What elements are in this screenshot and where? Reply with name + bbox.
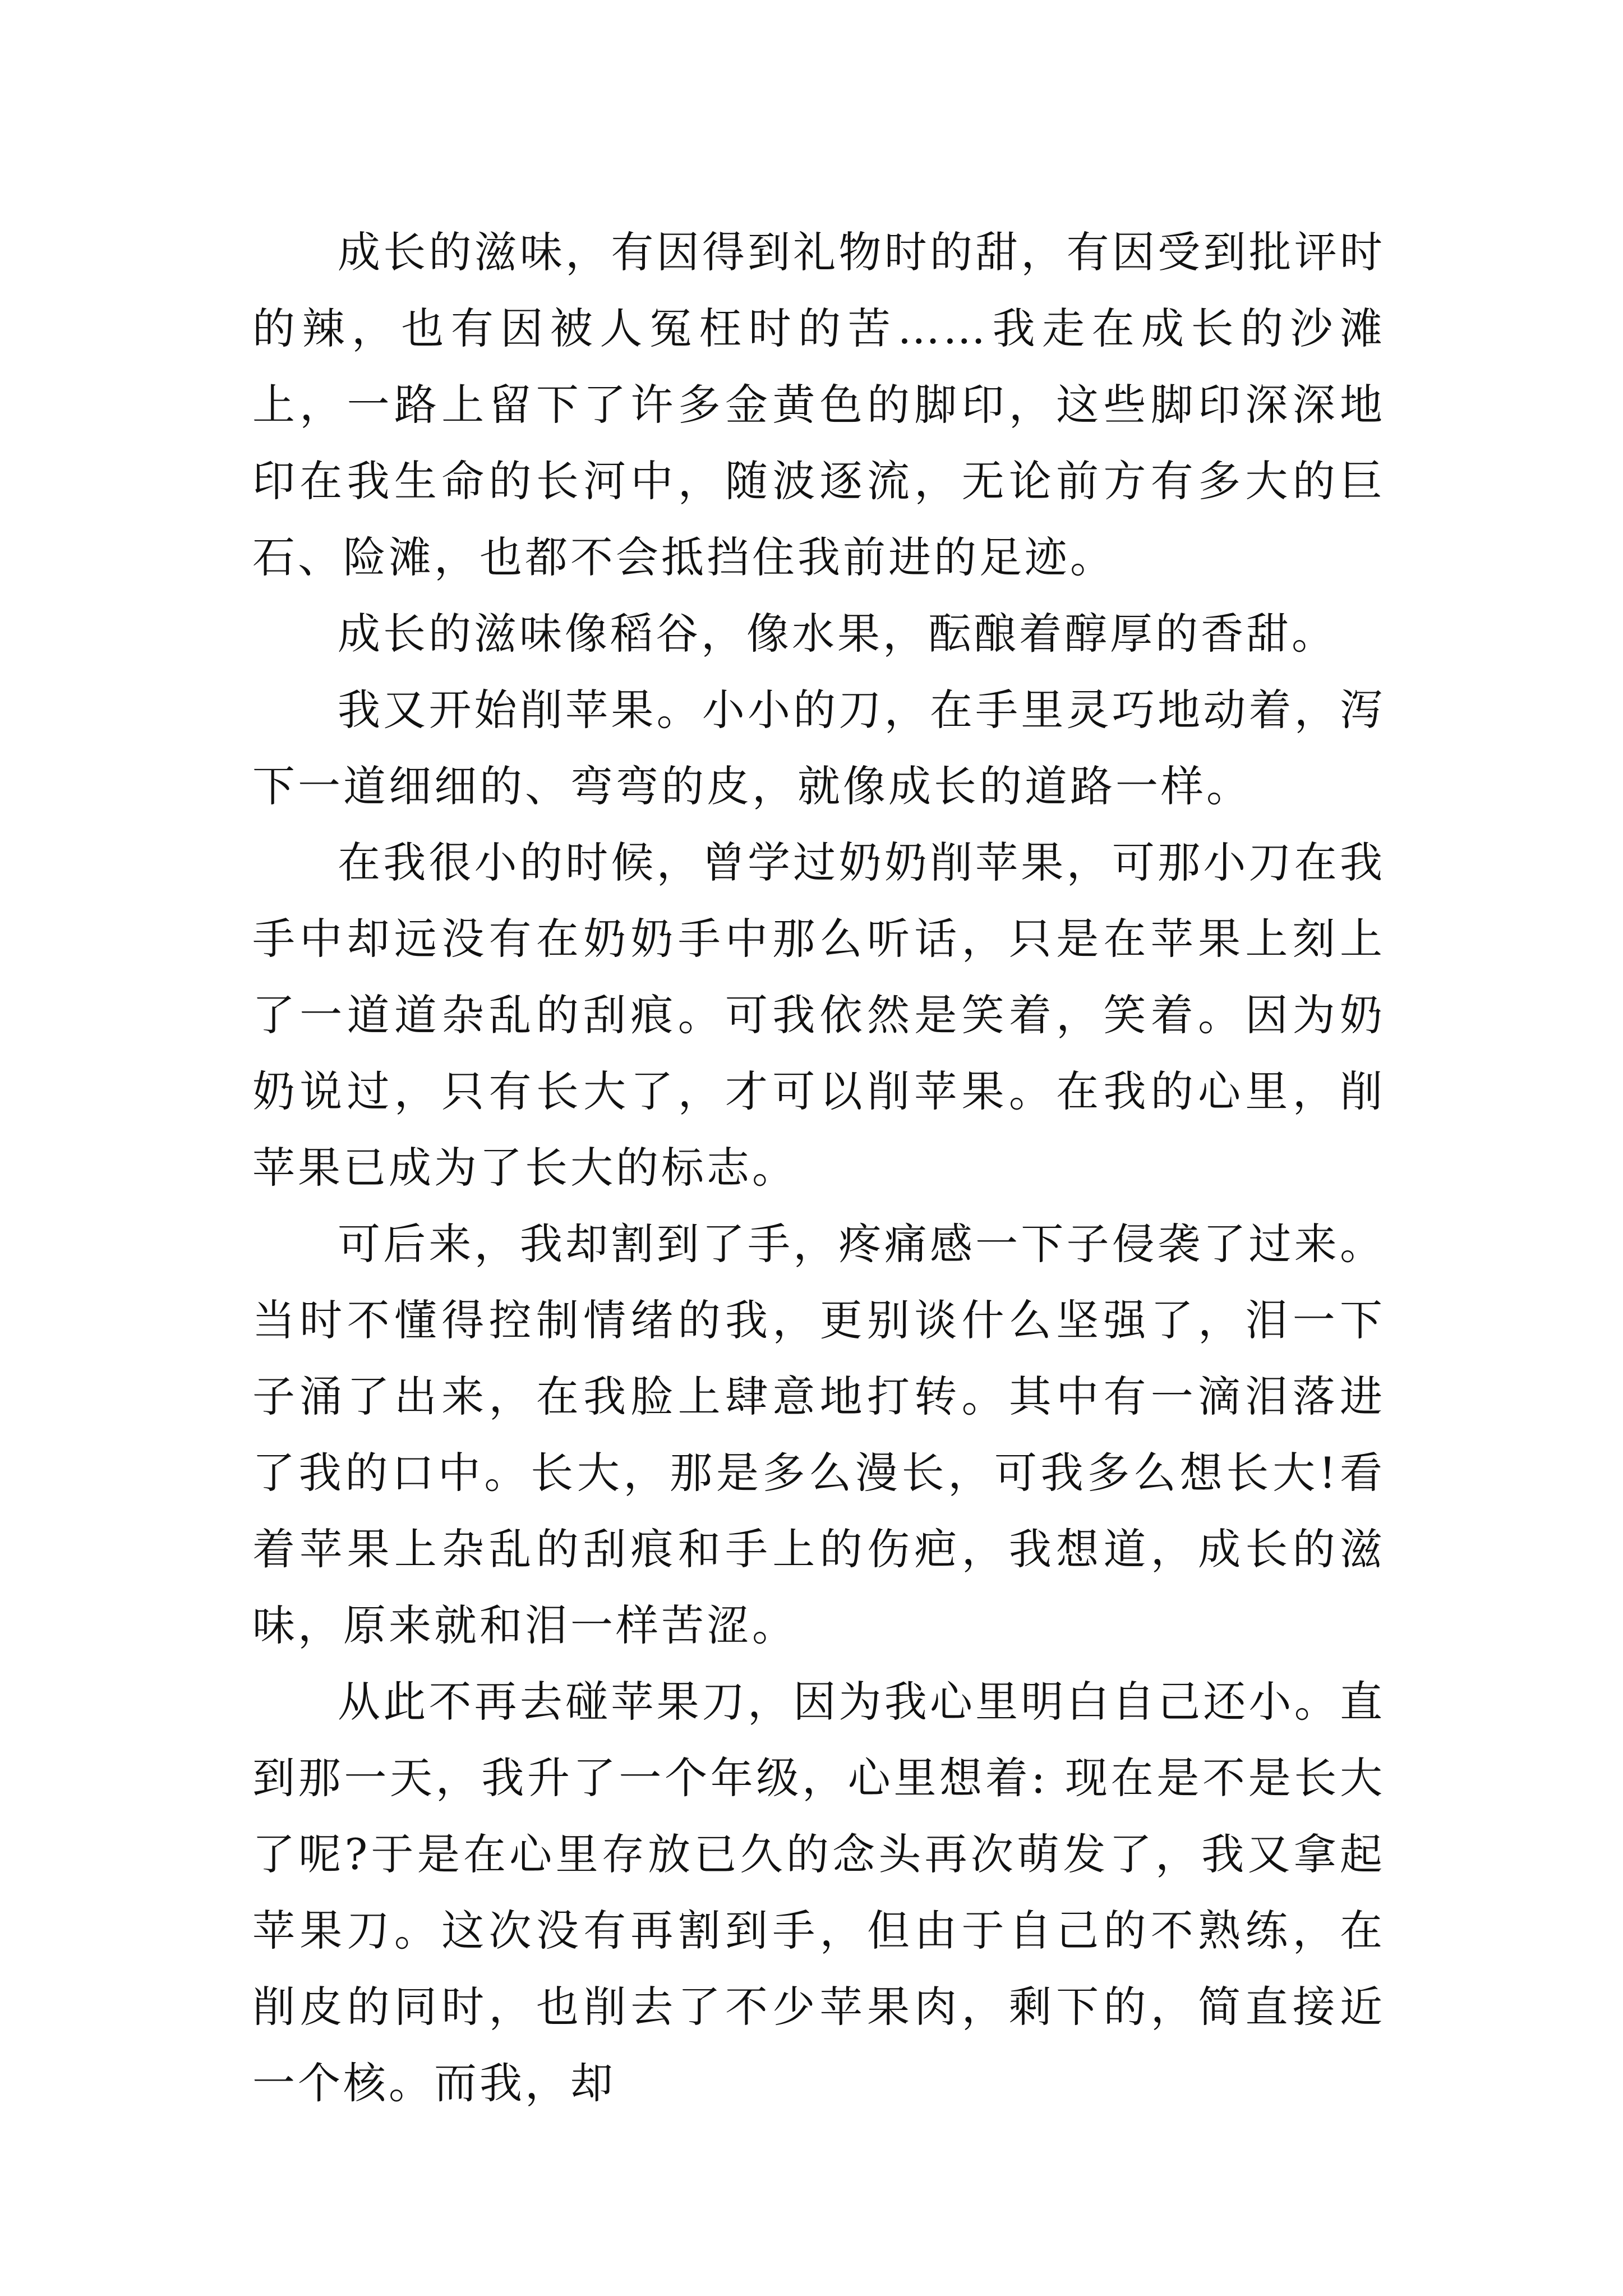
paragraph-3: 我又开始削苹果。小小的刀，在手里灵巧地动着，泻下一道细细的、弯弯的皮，就像成长的道路一样。 bbox=[252, 685, 1385, 811]
paragraph-4: 在我很小的时候，曾学过奶奶削苹果，可那小刀在我手中却远没有在奶奶手中那么听话，只是在苹果上刻上了一道道杂乱的刮痕。可我依然是笑着，笑着。因为奶奶说过，只有长大了，才可以削苹果。在我的心里，削苹果已成为了长大的标志。 bbox=[252, 838, 1385, 1193]
paragraph-5: 可后来，我却割到了手，疼痛感一下子侵袭了过来。当时不懂得控制情绪的我，更别谈什么坚强了，泪一下子涌了出来，在我脸上肆意地打转。其中有一滴泪落进了我的口中。长大，那是多么漫长，可我多么想长大!看着苹果上杂乱的刮痕和手上的伤疤，我想道，成长的滋味，原来就和泪一样苦涩。 bbox=[252, 1219, 1385, 1650]
paragraph-6: 从此不再去碰苹果刀，因为我心里明白自己还小。直到那一天，我升了一个年级，心里想着: 现在是不是长大了呢?于是在心里存放已久的念头再次萌发了，我又拿起苹果刀。这次没有再割到手，但由于自己的不熟练，在削皮的同时，也削去了不少苹果肉，剩下的，简直接近一个核。而我，却 bbox=[252, 1677, 1385, 2108]
paragraph-2: 成长的滋味像稻谷，像水果，酝酿着醇厚的香甜。 bbox=[338, 609, 1337, 659]
document-body bbox=[252, 214, 1385, 2122]
paragraph-1: 成长的滋味，有因得到礼物时的甜，有因受到批评时的辣，也有因被人冤枉时的苦……我走在成长的沙滩上，一路上留下了许多金黄色的脚印，这些脚印深深地印在我生命的长河中，随波逐流，无论前方有多大的巨石、险滩，也都不会抵挡住我前进的足迹。 bbox=[252, 227, 1385, 582]
